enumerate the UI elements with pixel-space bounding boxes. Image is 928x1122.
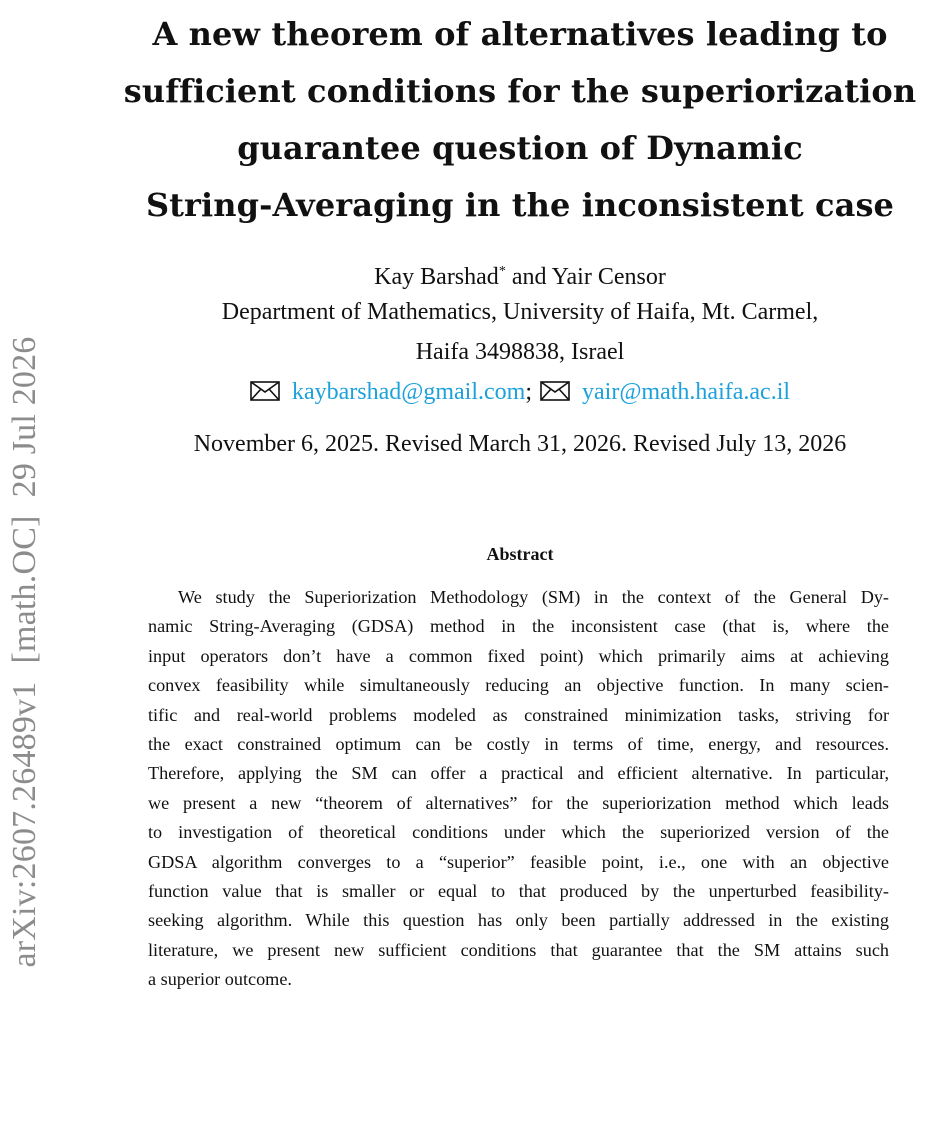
arxiv-category: [math.OC]	[6, 515, 43, 664]
arxiv-identifier-stamp	[6, 182, 44, 1122]
affiliation-line: Haifa 3498838, Israel	[415, 339, 625, 365]
abstract-heading: Abstract	[486, 544, 554, 564]
author-first: Kay Barshad	[374, 264, 499, 290]
author-footnote-mark: *	[498, 264, 506, 279]
abstract-line: we present a new “theorem of alternatives” for the superiorization method which leads	[148, 792, 889, 813]
revision-dates: November 6, 2025. Revised March 31, 2026. Revised July 13, 2026	[193, 431, 847, 457]
abstract-line: function value that is smaller or equal to that produced by the unperturbed feasibility-	[148, 880, 889, 901]
abstract-line: seeking algorithm. While this question has only been partially addressed in the existing	[148, 910, 889, 931]
title-line: sufficient conditions for the superiorization	[123, 72, 917, 110]
affiliation-line: Department of Mathematics, University of Haifa, Mt. Carmel,	[221, 299, 819, 325]
affiliation	[120, 292, 920, 372]
abstract-line: input operators don’t have a common fixed point) which primarily aims at achieving	[148, 645, 889, 666]
arxiv-id: arXiv:2607.26489v1	[6, 681, 43, 968]
abstract-line: namic String-Averaging (GDSA) method in the inconsistent case (that is, where the	[148, 616, 889, 637]
arxiv-date: 29 Jul 2026	[6, 336, 43, 498]
envelope-icon	[250, 381, 280, 401]
abstract-line: Therefore, applying the SM can offer a practical and efficient alternative. In particular,	[148, 763, 889, 784]
abstract-line: We study the Superiorization Methodology (SM) in the context of the General Dy-	[178, 587, 889, 607]
envelope-icon	[540, 381, 570, 401]
abstract-line: GDSA algorithm converges to a “superior” feasible point, i.e., one with an objective	[148, 851, 889, 872]
abstract-line: a superior outcome.	[148, 969, 292, 990]
abstract-line: tific and real-world problems modeled as constrained minimization tasks, striving for	[148, 704, 889, 725]
title-line: guarantee question of Dynamic	[237, 129, 803, 167]
author-rest: and Yair Censor	[505, 264, 666, 290]
title-line: A new theorem of alternatives leading to	[152, 15, 888, 53]
abstract-line: literature, we present new sufficient conditions that guarantee that the SM attains such	[148, 939, 889, 960]
email-contacts	[120, 372, 920, 412]
paper-title	[120, 6, 920, 234]
abstract-line: convex feasibility while simultaneously reducing an objective function. In many scien-	[148, 675, 889, 696]
authors-line	[120, 252, 920, 297]
abstract-body	[148, 583, 889, 994]
email-link-censor[interactable]: yair@math.haifa.ac.il	[582, 379, 791, 405]
title-line: String-Averaging in the inconsistent case	[145, 186, 895, 224]
email-link-barshad[interactable]: kaybarshad@gmail.com	[291, 379, 526, 405]
abstract-line: the exact constrained optimum can be costly in terms of time, energy, and resources.	[148, 733, 889, 754]
abstract-line: to investigation of theoretical conditions under which the superiorized version of the	[148, 822, 889, 843]
email-separator: ;	[525, 379, 533, 405]
